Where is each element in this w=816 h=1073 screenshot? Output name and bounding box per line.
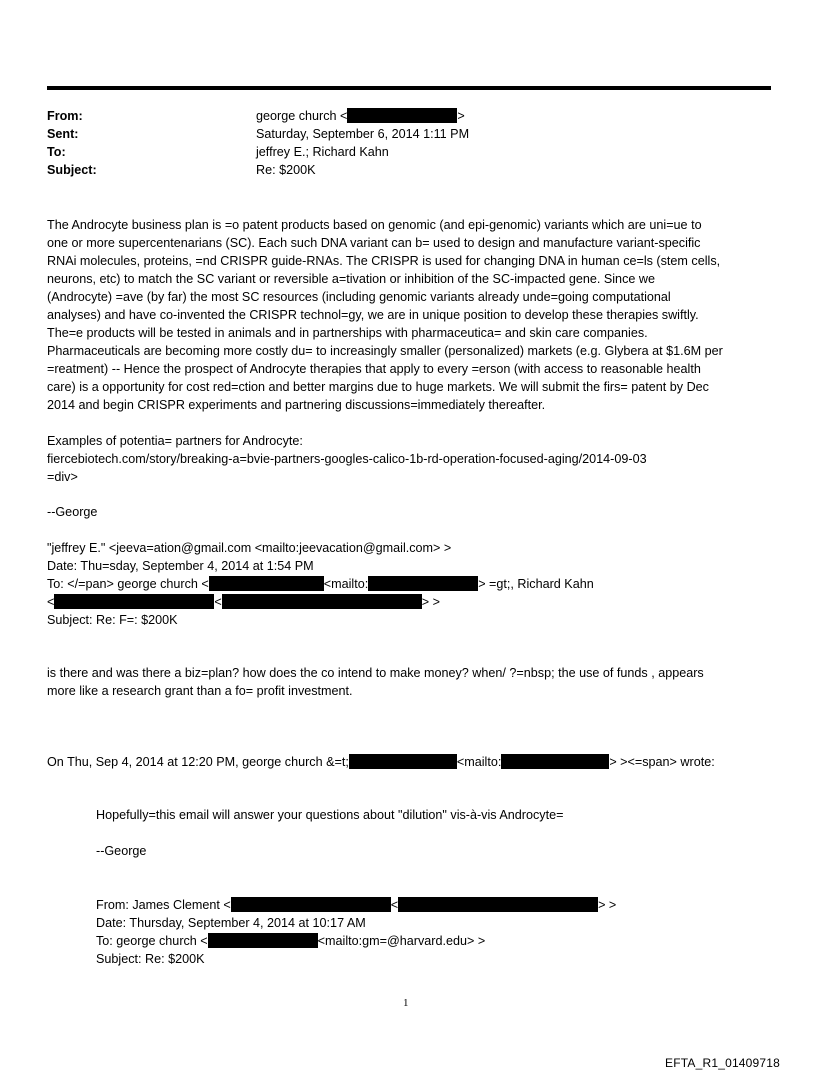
quoted-from: "jeffrey E." <jeeva=ation@gmail.com <mailto:jeevacation@gmail.com> > [47,541,452,555]
page-number: 1 [403,997,409,1009]
quoted-intro-2 [47,753,777,771]
quoted-subject: Subject: Re: F=: $200K [47,613,178,627]
to-label: To: [47,145,66,159]
signoff-text: --George [96,844,147,858]
redaction-block [347,108,457,123]
quoted-mid: < [214,595,222,609]
quoted-message-line: Hopefully=this email will answer your questions about "dilution" vis-à-vis Androcyte= [96,808,564,822]
redaction-block [368,576,478,591]
quoted-message-line: more like a research grant than a fo= profit investment. [47,684,353,698]
redaction-block [54,594,214,609]
quoted-from-prefix: From: James Clement < [96,898,231,912]
examples-line: Examples of potentia= partners for Androcyte: [47,434,303,448]
quoted-to-continued [47,593,777,611]
body-line: RNAi molecules, proteins, =nd CRISPR guide-RNAs. The CRISPR is used for changing DNA in human ce=ls (stem cells, [47,254,721,268]
quoted-message-2 [96,806,776,824]
quoted-from-close: > > [598,898,617,912]
to-value: jeffrey E.; Richard Kahn [256,145,389,159]
quoted-from-mid: < [390,898,399,912]
sent-value: Saturday, September 6, 2014 1:11 PM [256,127,470,141]
body-line: neurons, etc) to match the SC variant or reversible a=tivation or inhibition of the SC-impacted gene. Since we [47,272,655,286]
quoted-to [96,932,776,950]
quoted-to-prefix: To: george church < [96,934,208,948]
sent-row [47,125,469,143]
signoff [47,503,777,521]
quoted-close: > > [421,595,440,609]
body-line: analyses) and have co-invented the CRISPR technol=gy, we are in unique position to develop these therapies swiftly. [47,308,699,322]
quoted-on-prefix: On Thu, Sep 4, 2014 at 12:20 PM, george church &=t; [47,755,349,769]
redaction-block [209,576,324,591]
body-line: one or more supercentenarians (SC). Each such DNA variant can b= used to design and manufacture variant-specific [47,236,701,250]
quoted-to [47,575,777,593]
quoted-header-3 [96,896,776,968]
quoted-header-1 [47,539,777,629]
body-paragraph [47,216,777,414]
from-name: george church < [256,109,348,123]
redaction-block [501,754,609,769]
quoted-date: Date: Thursday, September 4, 2014 at 10:17 AM [96,916,366,930]
redaction-block [398,897,598,912]
quoted-to-suffix: > =gt;, Richard Kahn [478,577,594,591]
bates-number: EFTA_R1_01409718 [665,1056,781,1070]
sent-label: Sent: [47,127,79,141]
redaction-block [222,594,422,609]
subject-row [47,161,469,179]
examples-link: fiercebiotech.com/story/breaking-a=bvie-partners-googles-calico-1b-rd-operation-focused-aging/2014-09-03 [47,452,647,466]
subject-label: Subject: [47,163,97,177]
quoted-on-mailto: <mailto: [456,755,502,769]
redaction-block [231,897,391,912]
examples-block [47,432,777,486]
redaction-block [349,754,457,769]
quoted-message-1 [47,664,777,700]
examples-line: =div> [47,470,78,484]
body-line: =reatment) -- Hence the prospect of Androcyte therapies that apply to every =erson (with access to reasonable health [47,362,701,376]
quoted-on-line [47,753,777,771]
from-close: > [457,109,465,123]
redaction-block [208,933,318,948]
body-line: The=e products will be tested in animals and in partnerships with pharmaceutica= and skin care companies. [47,326,648,340]
signoff-text: --George [47,505,98,519]
body-line: Pharmaceuticals are becoming more costly du= to increasingly smaller (personalized) markets (e.g. Glybera at $1.6M per [47,344,723,358]
quoted-open: < [47,595,55,609]
email-header [47,107,469,179]
quoted-subject: Subject: Re: $200K [96,952,205,966]
header-rule [47,86,771,90]
quoted-date: Date: Thu=sday, September 4, 2014 at 1:54 PM [47,559,314,573]
quoted-message-line: is there and was there a biz=plan? how does the co intend to make money? when/ ?=nbsp; the use of funds , appears [47,666,704,680]
from-value [256,107,465,125]
from-label: From: [47,109,83,123]
body-line: 2014 and begin CRISPR experiments and partnering discussions=immediately thereafter. [47,398,546,412]
quoted-to-prefix: To: </=pan> george church < [47,577,209,591]
quoted-on-suffix: > ><=span> wrote: [609,755,715,769]
quoted-to-mailto: <mailto: [323,577,369,591]
quoted-from [96,896,776,914]
to-row [47,143,469,161]
quoted-signoff-2 [96,842,776,860]
body-line: care) is a opportunity for cost red=ction and better margins due to huge markets. We will submit the firs= patent by Dec [47,380,709,394]
subject-value: Re: $200K [256,163,316,177]
body-line: The Androcyte business plan is =o patent products based on genomic (and epi-genomic) variants which are uni=ue to [47,218,702,232]
from-row [47,107,469,125]
body-line: (Androcyte) =ave (by far) the most SC resources (including genomic variants already unde=going computational [47,290,671,304]
quoted-to-suffix: <mailto:gm=@harvard.edu> > [317,934,486,948]
